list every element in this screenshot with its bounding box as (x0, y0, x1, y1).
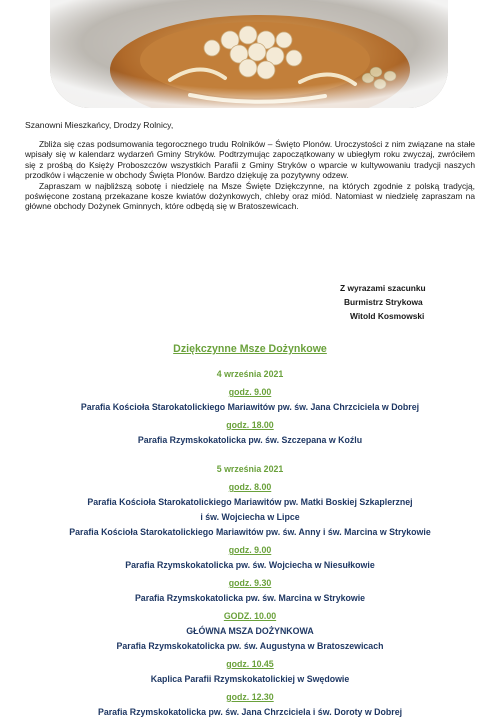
parish-name: Parafia Kościoła Starokatolickiego Mariawitów pw. św. Anny i św. Marcina w Strykowie (69, 527, 431, 537)
parish-name: Kaplica Parafii Rzymskokatolickiej w Swędowie (150, 674, 350, 684)
parish-name: Parafia Rzymskokatolicka pw. św. Jana Chrzciciela i św. Doroty w Dobrej (97, 707, 403, 717)
signature (340, 281, 460, 323)
signature-name: Witold Kosmowski (350, 311, 425, 321)
parish-name: Parafia Rzymskokatolicka pw. św. Wojciecha w Niesułkowie (125, 560, 375, 570)
parish-name: Parafia Kościoła Starokatolickiego Mariawitów pw. św. Jana Chrzciciela w Dobrej (80, 402, 420, 412)
parish-name: i św. Wojciecha w Lipce (200, 512, 300, 522)
mass-time: godz. 9.00 (228, 545, 272, 555)
paragraph: Zapraszam w najbliższą sobotę i niedzielę na Msze Święte Dziękczynne, na których zgodnie z polską tradycją, poświęcone zostaną przekazane kosze kwiatów dożynkowych, chleby oraz miód. Natomiast w niedzielę zapraszam na główne obchody Dożynek Gminnych, które odbędą się w Bratoszewicach. (25, 180, 475, 212)
signature-title: Burmistrz Strykowa (344, 297, 423, 307)
mass-time: godz. 18.00 (226, 420, 274, 430)
mass-schedule (0, 343, 500, 720)
parish-name: Parafia Kościoła Starokatolickiego Mariawitów pw. Matki Boskiej Szkaplerznej (87, 497, 413, 507)
mass-time: GODZ. 10.00 (223, 611, 277, 621)
greeting: Szanowni Mieszkańcy, Drodzy Rolnicy, (25, 120, 174, 130)
mass-time: godz. 9.30 (228, 578, 272, 588)
paragraph: Zbliża się czas podsumowania tegorocznego trudu Rolników – Święto Plonów. Uroczystości z nim związane na stałe wpisały się w kalendarz wydarzeń Gminy Stryków. Podtrzymując zapoczątkowany w ubiegłym roku zwyczaj, zwróciłem się z prośbą do Księży Proboszczów wszystkich Parafii z Gminy Stryków o wparcie w kultywowaniu tradycji naszych przodków i włączenie w obchody Święta Plonów. Bardzo dziękuję za pozytywny odzew. (25, 139, 475, 181)
signature-closing: Z wyrazami szacunku (340, 283, 426, 293)
mass-time: godz. 9.00 (228, 387, 272, 397)
schedule-title: Dziękczynne Msze Dożynkowe (173, 343, 327, 355)
parish-name: Parafia Rzymskokatolicka pw. św. Augustyna w Bratoszewicach (116, 641, 384, 651)
parish-name: Parafia Rzymskokatolicka pw. św. Szczepana w Koźlu (137, 435, 363, 445)
letter-body (25, 139, 475, 212)
schedule-date: 5 września 2021 (216, 464, 284, 474)
main-mass-label: GŁÓWNA MSZA DOŻYNKOWA (186, 626, 314, 636)
parish-name: Parafia Rzymskokatolicka pw. św. Marcina w Strykowie (134, 593, 366, 603)
mass-time: godz. 12.30 (226, 692, 274, 702)
harvest-bread-photo (50, 0, 448, 108)
mass-time: godz. 10.45 (226, 659, 274, 669)
schedule-date: 4 września 2021 (216, 369, 284, 379)
mass-time: godz. 8.00 (228, 482, 272, 492)
